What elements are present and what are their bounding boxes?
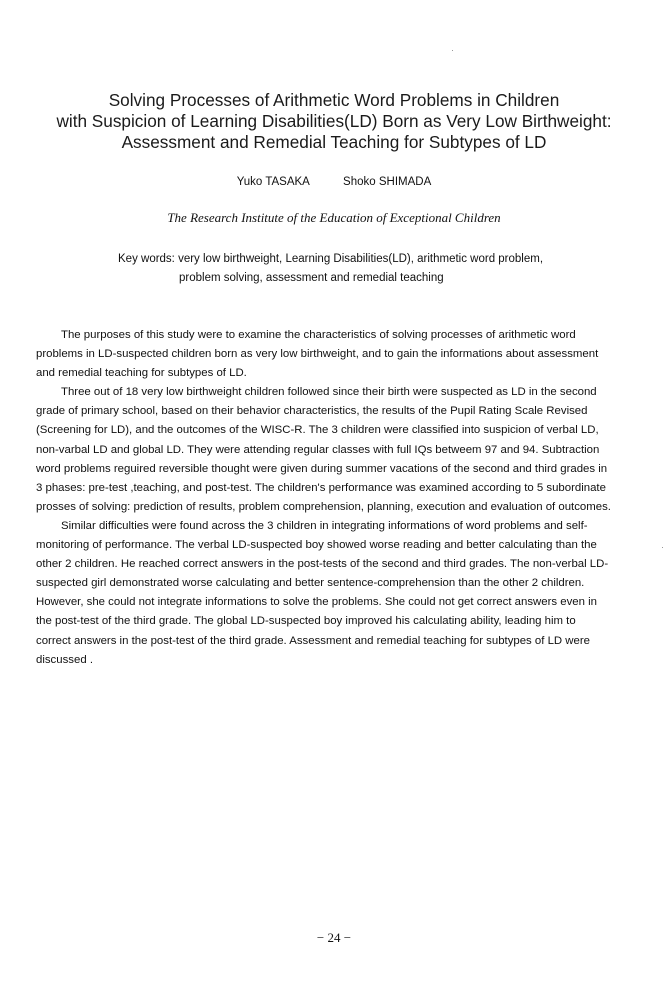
abstract-line: discussed . [36, 653, 93, 666]
abstract-line: word problems reguired reversible thought were given during summer vacations of the second and third grades in [36, 462, 608, 475]
abstract-line: grade of primary school, based on their behavior characteristics, the results of the Pupil Rating Scale Revised [36, 405, 588, 418]
keywords [118, 250, 543, 288]
abstract-line: the post-test of the third grade. The global LD-suspected boy improved his calculating ability, leading him to [36, 615, 576, 628]
abstract-line: and remedial teaching for subtypes of LD. [36, 367, 247, 380]
abstract-line: However, she could not integrate informations to solve the problems. She could not get correct answers even in [36, 596, 597, 609]
title-line: with Suspicion of Learning Disabilities(LD) Born as Very Low Birthweight: [56, 111, 612, 131]
affiliation: The Research Institute of the Education of Exceptional Children [167, 210, 501, 225]
abstract-line: non-varbal LD and global LD. They were attending regular classes with full IQs betweem 97 and 94. Subtraction [36, 443, 600, 456]
abstract-line: correct answers in the post-test of the third grade. Assessment and remedial teaching for subtypes of LD were [36, 634, 590, 647]
abstract-line: 3 phases: pre-test ,teaching, and post-test. The children's performance was examined according to 5 subordinate [36, 481, 606, 494]
scan-speck [662, 547, 663, 548]
abstract-line: problems in LD-suspected children born as very low birthweight, and to gain the informations about assessment [36, 348, 599, 361]
paper-title [0, 90, 668, 153]
keywords-line: Key words: very low birthweight, Learning Disabilities(LD), arithmetic word problem, [118, 253, 544, 265]
keywords-line: problem solving, assessment and remedial teaching [179, 272, 444, 284]
scan-speck [452, 50, 453, 51]
abstract-line: monitoring of performance. The verbal LD-suspected boy showed worse reading and better calculating than the [36, 539, 597, 552]
abstract-line: other 2 children. He reached correct answers in the post-tests of the second and third grades. The non-verbal LD- [36, 558, 609, 571]
author-name: Shoko SHIMADA [343, 176, 432, 188]
abstract-line: (Screening for LD), and the outcomes of the WISC-R. The 3 children were classified into suspicion of verbal LD, [36, 424, 599, 437]
author-name: Yuko TASAKA [236, 176, 310, 188]
abstract [36, 326, 648, 670]
abstract-line: suspected girl demonstrated worse calculating and better sentence-comprehension than the other 2 children. [36, 577, 585, 590]
abstract-line: prosses of solving: prediction of results, problem comprehension, planning, execution and evaluation of outcomes. [36, 500, 611, 513]
abstract-line: The purposes of this study were to examine the characteristics of solving processes of arithmetic word [61, 329, 576, 341]
abstract-line: Similar difficulties were found across the 3 children in integrating informations of word problems and self- [61, 519, 588, 532]
author-list [0, 176, 668, 188]
title-line: Solving Processes of Arithmetic Word Problems in Children [108, 90, 560, 110]
abstract-line: Three out of 18 very low birthweight children followed since their birth were suspected as LD in the second [61, 386, 597, 399]
title-line: Assessment and Remedial Teaching for Subtypes of LD [121, 132, 547, 152]
page-number: − 24 − [316, 930, 352, 945]
